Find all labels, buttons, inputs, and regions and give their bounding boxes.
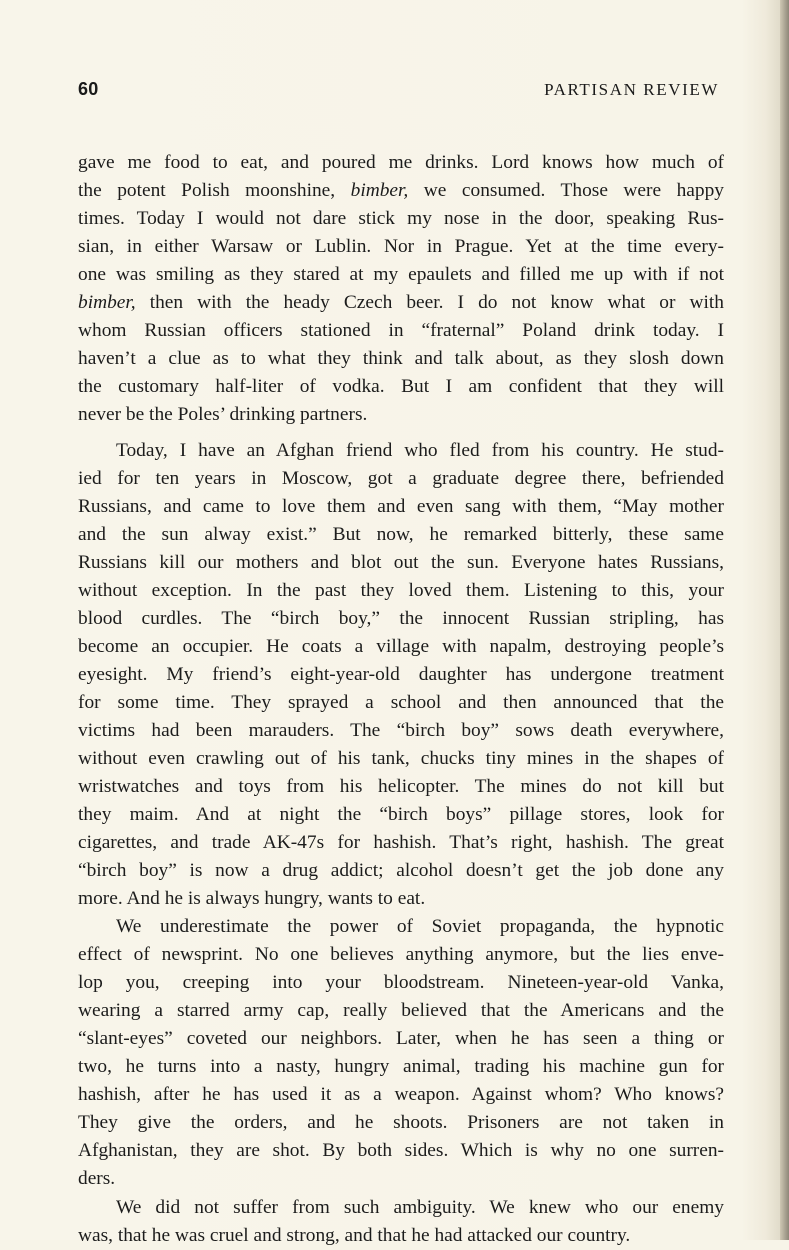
- paragraph-3: [78, 913, 724, 1193]
- text-line: was, that he was cruel and strong, and that he had attacked our country.: [78, 1225, 631, 1246]
- text-line: Afghanistan, they are shot. By both sides. Which is why no one surren-: [78, 1140, 724, 1161]
- text-line: haven’t a clue as to what they think and talk about, as they slosh down: [78, 348, 724, 369]
- text-line: the customary half-liter of vodka. But I am confident that they will: [78, 376, 724, 397]
- journal-title: PARTISAN REVIEW: [544, 80, 719, 99]
- text-line: lop you, creeping into your bloodstream. Nineteen-year-old Vanka,: [78, 972, 724, 993]
- text-line: they maim. And at night the “birch boys” pillage stores, look for: [78, 804, 724, 825]
- paragraph-4: [78, 1194, 724, 1250]
- text-line: become an occupier. He coats a village with napalm, destroying people’s: [78, 636, 724, 657]
- text-line: Today, I have an Afghan friend who fled from his country. He stud-: [116, 440, 724, 461]
- text-line: one was smiling as they stared at my epaulets and filled me up with if not: [78, 264, 724, 285]
- text-line: eyesight. My friend’s eight-year-old daughter has undergone treatment: [78, 664, 724, 685]
- text-line: victims had been marauders. The “birch boy” sows death everywhere,: [78, 720, 724, 741]
- text-line: blood curdles. The “birch boy,” the innocent Russian stripling, has: [78, 608, 724, 629]
- text-line: ied for ten years in Moscow, got a graduate degree there, befriended: [78, 468, 724, 489]
- text-line: and the sun alway exist.” But now, he remarked bitterly, these same: [78, 524, 724, 545]
- text-line: the potent Polish moonshine, bimber, we consumed. Those were happy: [78, 180, 724, 201]
- text-line: ders.: [78, 1168, 116, 1189]
- italic-word: bimber,: [78, 292, 136, 313]
- text-line: times. Today I would not dare stick my nose in the door, speaking Rus-: [78, 208, 724, 229]
- text-line: gave me food to eat, and poured me drinks. Lord knows how much of: [78, 152, 724, 173]
- text-line: They give the orders, and he shoots. Prisoners are not taken in: [78, 1112, 724, 1133]
- paragraph-1: [78, 149, 724, 429]
- text-line: We underestimate the power of Soviet propaganda, the hypnotic: [116, 916, 724, 937]
- text-line: “slant-eyes” coveted our neighbors. Later, when he has seen a thing or: [78, 1028, 724, 1049]
- text-line: sian, in either Warsaw or Lublin. Nor in Prague. Yet at the time every-: [78, 236, 724, 257]
- text-line: without even crawling out of his tank, chucks tiny mines in the shapes of: [78, 748, 724, 769]
- text-line: Russians, and came to love them and even sang with them, “May mother: [78, 496, 724, 517]
- text-line: for some time. They sprayed a school and then announced that the: [78, 692, 724, 713]
- text-line: without exception. In the past they loved them. Listening to this, your: [78, 580, 724, 601]
- text-line: We did not suffer from such ambiguity. We knew who our enemy: [116, 1197, 724, 1218]
- text-line: “birch boy” is now a drug addict; alcohol doesn’t get the job done any: [78, 860, 724, 881]
- text-line: Russians kill our mothers and blot out the sun. Everyone hates Russians,: [78, 552, 724, 573]
- text-line: effect of newsprint. No one believes anything anymore, but the lies enve-: [78, 944, 724, 965]
- text-line: bimber, then with the heady Czech beer. I do not know what or with: [78, 292, 724, 313]
- text-line: wearing a starred army cap, really believed that the Americans and the: [78, 1000, 724, 1021]
- page-edge-shadow: [780, 0, 789, 1240]
- running-head: [78, 79, 719, 103]
- text-line: hashish, after he has used it as a weapon. Against whom? Who knows?: [78, 1084, 724, 1105]
- italic-word: bimber,: [350, 180, 409, 201]
- text-line: two, he turns into a nasty, hungry animal, trading his machine gun for: [78, 1056, 724, 1077]
- text-line: whom Russian officers stationed in “fraternal” Poland drink today. I: [78, 320, 724, 341]
- text-line: cigarettes, and trade AK-47s for hashish. That’s right, hashish. The great: [78, 832, 724, 853]
- paragraph-2: [78, 437, 724, 913]
- text-line: more. And he is always hungry, wants to eat.: [78, 888, 426, 909]
- text-line: never be the Poles’ drinking partners.: [78, 404, 368, 425]
- text-line: wristwatches and toys from his helicopter. The mines do not kill but: [78, 776, 724, 797]
- page-number: 60: [78, 79, 99, 99]
